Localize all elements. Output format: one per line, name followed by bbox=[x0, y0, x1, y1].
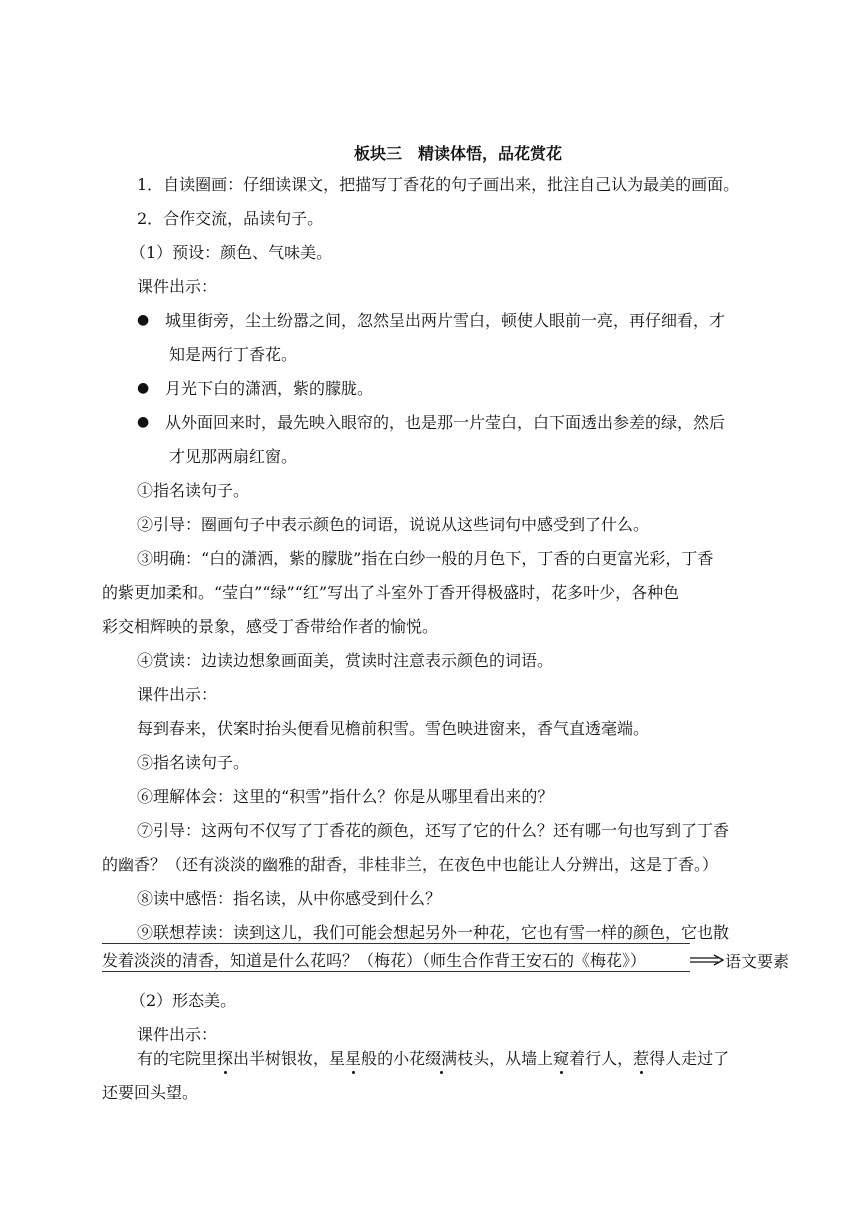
item-1: 1．自读圈画：仔细读课文，把描写丁香花的句子画出来，批注自己认为最美的画面。 bbox=[137, 175, 740, 194]
quote-snow: 每到春来，伏案时抬头便看见檐前积雪。雪色映进窗来，香气直透毫端。 bbox=[137, 719, 650, 738]
emphasized-word: 惹 bbox=[633, 1049, 650, 1068]
step-3: ③明确：“白的潇洒，紫的朦胧”指在白纱一般的月色下，丁香的白更富光彩，丁香 bbox=[137, 549, 714, 568]
quote-text: 枝头，从墙上 bbox=[457, 1049, 554, 1068]
step-9: ⑨联想荐读：读到这儿，我们可能会想起另外一种花，它也有雪一样的颜色，它也散 bbox=[137, 923, 730, 942]
point-1: （1）预设：颜色、气味美。 bbox=[130, 243, 333, 262]
bullet-quote-1: 城里街旁，尘土纷嚣之间，忽然呈出两片雪白，顿使人眼前一亮，再仔细看，才 bbox=[165, 311, 726, 330]
step-3-cont-2: 彩交相辉映的景象，感受丁香带给作者的愉悦。 bbox=[102, 617, 439, 636]
step-4: ④赏读：边读边想象画面美，赏读时注意表示颜色的词语。 bbox=[137, 651, 554, 670]
bullet-quote-3-cont: 才见那两扇红窗。 bbox=[169, 447, 298, 466]
item-2: 2．合作交流，品读句子。 bbox=[137, 209, 324, 228]
annotation-underline bbox=[102, 971, 690, 972]
step-7: ⑦引导：这两句不仅写了丁香花的颜色，还写了它的什么？还有哪一句也写到了丁香 bbox=[137, 821, 730, 840]
quote-text: 有的宅院里 bbox=[137, 1049, 218, 1068]
step-7-cont: 的幽香？（还有淡淡的幽雅的甜香，非桂非兰，在夜色中也能让人分辨出，这是丁香。） bbox=[102, 855, 719, 874]
step-9-cont: 发着淡淡的清香，知道是什么花吗？（梅花）（师生合作背王安石的《梅花》） bbox=[102, 951, 647, 970]
annotation-underline bbox=[102, 943, 690, 944]
courseware-label-3: 课件出示： bbox=[137, 1025, 218, 1044]
bullet-quote-1-cont: 知是两行丁香花。 bbox=[169, 345, 298, 364]
quote-text: 着行人， bbox=[569, 1049, 634, 1068]
emphasized-word: 星星般 bbox=[329, 1049, 378, 1068]
step-3-cont-1: 的紫更加柔和。“莹白”“绿”“红”写出了斗室外丁香开得极盛时，花多叶少，各种色 bbox=[102, 583, 680, 602]
bullet-icon: ● bbox=[137, 414, 150, 430]
step-6: ⑥理解体会：这里的“积雪”指什么？你是从哪里看出来的？ bbox=[137, 787, 554, 806]
double-arrow-icon bbox=[690, 953, 724, 967]
step-2: ②引导：圈画句子中表示颜色的词语，说说从这些词句中感受到了什么。 bbox=[137, 515, 650, 534]
step-8: ⑧读中感悟：指名读，从中你感受到什么？ bbox=[137, 889, 442, 908]
bullet-icon: ● bbox=[137, 312, 150, 328]
bullet-quote-2: 月光下白的潇洒，紫的朦胧。 bbox=[165, 379, 374, 398]
quote-text: 的小花 bbox=[377, 1049, 426, 1068]
courseware-label-2: 课件出示： bbox=[137, 685, 218, 704]
step-5: ⑤指名读句子。 bbox=[137, 753, 250, 772]
bullet-quote-3: 从外面回来时，最先映入眼帘的，也是那一片莹白，白下面透出参差的绿，然后 bbox=[165, 413, 726, 432]
quote-blossom-cont: 还要回头望。 bbox=[102, 1083, 199, 1102]
emphasized-word: 窥 bbox=[553, 1049, 570, 1068]
quote-text: 得人走过了 bbox=[649, 1049, 730, 1068]
quote-text: 出半树银妆， bbox=[233, 1049, 330, 1068]
point-2: （2）形态美。 bbox=[130, 991, 237, 1010]
step-1: ①指名读句子。 bbox=[137, 481, 250, 500]
bullet-icon: ● bbox=[137, 380, 150, 396]
quote-blossom bbox=[137, 1049, 729, 1069]
emphasized-word: 缀满 bbox=[425, 1049, 458, 1068]
section-title: 板块三 精读体悟，品花赏花 bbox=[353, 144, 562, 163]
emphasized-word: 探 bbox=[217, 1049, 234, 1068]
margin-annotation: 语文要素 bbox=[725, 952, 790, 971]
courseware-label-1: 课件出示： bbox=[137, 277, 218, 296]
